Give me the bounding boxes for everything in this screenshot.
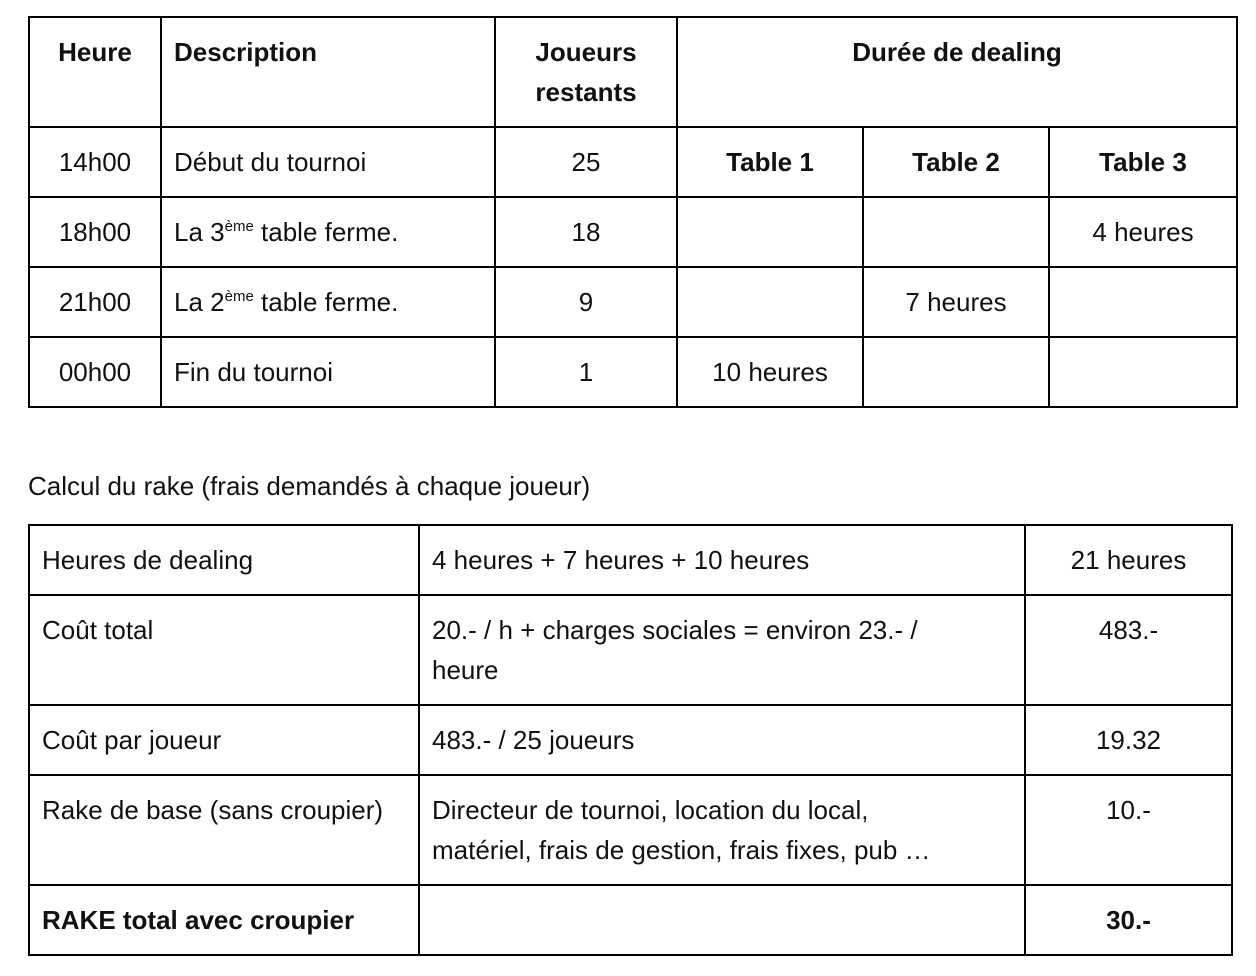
desc-pre: La 2 <box>174 287 225 317</box>
rake-label: Rake de base (sans croupier) <box>29 775 419 885</box>
cell-joueurs: 9 <box>495 267 677 337</box>
rake-value: 21 heures <box>1025 525 1232 595</box>
table-row <box>29 885 1232 955</box>
rake-value: 483.- <box>1025 595 1232 705</box>
rake-total-value: 30.- <box>1025 885 1232 955</box>
table-3-header: Table 3 <box>1049 127 1237 197</box>
desc-post: table ferme. <box>253 217 399 247</box>
rake-value: 19.32 <box>1025 705 1232 775</box>
rake-label: Coût total <box>29 595 419 705</box>
rake-label: Coût par joueur <box>29 705 419 775</box>
table-row <box>29 525 1232 595</box>
col-header-joueurs: Joueurs restants <box>495 17 677 127</box>
rake-detail: 4 heures + 7 heures + 10 heures <box>419 525 1025 595</box>
rake-total-label: RAKE total avec croupier <box>29 885 419 955</box>
cell-table-1 <box>677 197 863 267</box>
desc-sup: ème <box>224 218 254 235</box>
table-row <box>29 595 1232 705</box>
table-2-header: Table 2 <box>863 127 1049 197</box>
dealing-schedule-table <box>28 16 1238 128</box>
header-row <box>29 17 1237 127</box>
cell-table-2 <box>863 197 1049 267</box>
cell-description: Fin du tournoi <box>161 337 495 407</box>
cell-table-3 <box>1049 267 1237 337</box>
table-row <box>29 197 1237 267</box>
rake-value: 10.- <box>1025 775 1232 885</box>
cell-description <box>161 267 495 337</box>
cell-joueurs: 25 <box>495 127 677 197</box>
cell-table-2: 7 heures <box>863 267 1049 337</box>
table-row <box>29 705 1232 775</box>
table-row <box>29 127 1237 197</box>
cell-joueurs: 1 <box>495 337 677 407</box>
col-header-duree: Durée de dealing <box>677 17 1237 127</box>
cell-table-1: 10 heures <box>677 337 863 407</box>
cell-table-1 <box>677 267 863 337</box>
col-header-heure: Heure <box>29 17 161 127</box>
rake-detail: 20.- / h + charges sociales = environ 23.- / heure <box>419 595 1025 705</box>
rake-detail <box>419 885 1025 955</box>
cell-table-2 <box>863 337 1049 407</box>
cell-description: Début du tournoi <box>161 127 495 197</box>
rake-caption: Calcul du rake (frais demandés à chaque joueur) <box>28 471 591 501</box>
col-header-description: Description <box>161 17 495 127</box>
table-row <box>29 775 1232 885</box>
table-row <box>29 267 1237 337</box>
cell-table-3 <box>1049 337 1237 407</box>
rake-detail: 483.- / 25 joueurs <box>419 705 1025 775</box>
rake-label: Heures de dealing <box>29 525 419 595</box>
dealing-schedule-body <box>28 126 1238 408</box>
cell-joueurs: 18 <box>495 197 677 267</box>
rake-detail: Directeur de tournoi, location du local, matériel, frais de gestion, frais fixes, pub … <box>419 775 1025 885</box>
cell-heure: 21h00 <box>29 267 161 337</box>
table-1-header: Table 1 <box>677 127 863 197</box>
rake-table <box>28 524 1233 956</box>
desc-post: table ferme. <box>253 287 399 317</box>
cell-heure: 18h00 <box>29 197 161 267</box>
desc-pre: La 3 <box>174 217 225 247</box>
table-row <box>29 337 1237 407</box>
cell-description <box>161 197 495 267</box>
cell-table-3: 4 heures <box>1049 197 1237 267</box>
cell-heure: 14h00 <box>29 127 161 197</box>
desc-sup: ème <box>224 288 254 305</box>
cell-heure: 00h00 <box>29 337 161 407</box>
